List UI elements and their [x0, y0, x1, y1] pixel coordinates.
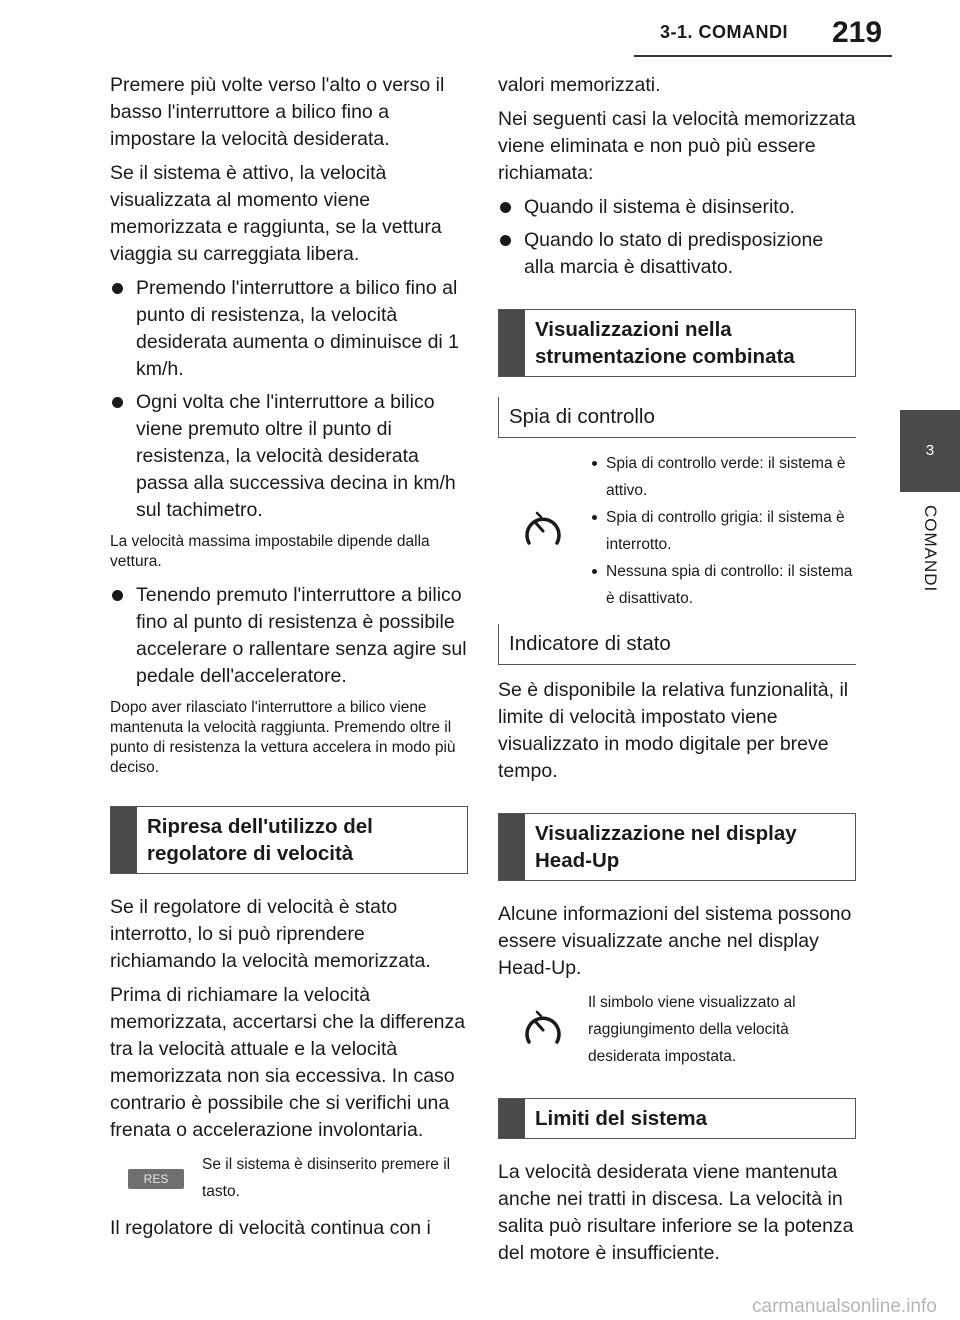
chapter-label: COMANDI — [921, 505, 940, 593]
list-item: Quando lo stato di predisposizione alla marcia è disattivato. — [498, 227, 856, 281]
paragraph: Alcune informazioni del sistema possono essere visualizzate anche nel display Head-Up. — [498, 903, 852, 979]
section-heading — [498, 813, 856, 881]
bullet-dot-icon — [592, 461, 597, 466]
list-item: Quando il sistema è disinserito. — [498, 194, 856, 221]
icon-description — [498, 989, 856, 1070]
watermark[interactable]: carmanualsonline.info — [752, 1296, 937, 1317]
bullet-dot-icon — [500, 235, 511, 246]
right-column — [498, 72, 856, 1274]
heading-bar — [499, 814, 525, 880]
heading-text: Ripresa dell'utilizzo del regolatore di velocità — [147, 815, 373, 865]
section-heading — [498, 309, 856, 377]
bullet-dot-icon — [112, 283, 123, 294]
page-header — [0, 0, 960, 60]
section-heading — [498, 1098, 856, 1139]
note: La velocità massima impostabile dipende dalla vettura. — [110, 533, 430, 570]
bullet-dot-icon — [112, 590, 123, 601]
indicator-list — [588, 450, 856, 612]
bullet-dot-icon — [112, 397, 123, 408]
page-number: 219 — [832, 16, 883, 49]
paragraph: Se il regolatore di velocità è stato interrotto, lo si può riprendere richiamando la velocità memorizzata. — [110, 896, 431, 972]
paragraph: Il regolatore di velocità continua con i — [110, 1217, 431, 1239]
bullet-list — [110, 582, 468, 690]
speedometer-icon — [521, 509, 565, 553]
subheading: Indicatore di stato — [498, 624, 856, 665]
paragraph: Nei seguenti casi la velocità memorizzata viene eliminata e non può più essere richiamata: — [498, 108, 856, 184]
res-instruction — [110, 1151, 468, 1205]
bullet-dot-icon — [500, 202, 511, 213]
list-item: Premendo l'interruttore a bilico fino al punto di resistenza, la velocità desiderata aumenta o diminuisce di 1 km/h. — [110, 275, 468, 383]
paragraph: Prima di richiamare la velocità memorizzata, accertarsi che la differenza tra la velocità attuale e la velocità memorizzata non sia eccessiva. In caso contrario è possibile che si verifichi una frenata o accelerazione involontaria. — [110, 984, 466, 1141]
heading-bar — [499, 1099, 525, 1138]
bullet-list — [110, 275, 468, 524]
list-item: Spia di controllo verde: il sistema è attivo. — [588, 450, 856, 504]
note: Dopo aver rilasciato l'interruttore a bilico viene mantenuta la velocità raggiunta. Premendo oltre il punto di resistenza la vettura accelera in modo più deciso. — [110, 699, 456, 776]
heading-text: Visualizzazioni nella strumentazione combinata — [535, 318, 795, 368]
res-button-icon: RES — [128, 1169, 184, 1189]
heading-text: Limiti del sistema — [535, 1107, 708, 1130]
list-item: Tenendo premuto l'interruttore a bilico fino al punto di resistenza è possibile accelerare o rallentare senza agire sul pedale dell'acceleratore. — [110, 582, 468, 690]
header-rule — [634, 55, 892, 57]
bullet-dot-icon — [592, 515, 597, 520]
paragraph: Se è disponibile la relativa funzionalità, il limite di velocità impostato viene visualizzato in modo digitale per breve tempo. — [498, 679, 849, 782]
left-column — [110, 72, 468, 1249]
heading-bar — [111, 807, 137, 873]
res-text: Se il sistema è disinserito premere il tasto. — [202, 1156, 451, 1200]
paragraph: Se il sistema è attivo, la velocità visualizzata al momento viene memorizzata e raggiunta, se la vettura viaggia su carreggiata libera. — [110, 162, 442, 265]
list-item: Nessuna spia di controllo: il sistema è disattivato. — [588, 558, 856, 612]
list-item: Spia di controllo grigia: il sistema è interrotto. — [588, 504, 856, 558]
paragraph: La velocità desiderata viene mantenuta anche nei tratti in discesa. La velocità in salita può risultare inferiore se la potenza del motore è insufficiente. — [498, 1161, 854, 1264]
icon-description — [498, 450, 856, 612]
bullet-dot-icon — [592, 569, 597, 574]
section-heading — [110, 806, 468, 874]
list-item: Ogni volta che l'interruttore a bilico viene premuto oltre il punto di resistenza, la velocità desiderata passa alla successiva decina in km/h sul tachimetro. — [110, 389, 468, 524]
bullet-list — [498, 194, 856, 281]
icon-text: Il simbolo viene visualizzato al raggiungimento della velocità desiderata impostata. — [588, 994, 796, 1065]
section-title: 3-1. COMANDI — [660, 22, 789, 42]
paragraph: Premere più volte verso l'alto o verso il basso l'interruttore a bilico fino a impostare la velocità desiderata. — [110, 74, 445, 150]
paragraph: valori memorizzati. — [498, 74, 661, 96]
heading-text: Visualizzazione nel display Head-Up — [535, 822, 797, 872]
chapter-tab: 3 — [900, 410, 960, 492]
speedometer-icon — [521, 1008, 565, 1052]
heading-bar — [499, 310, 525, 376]
subheading: Spia di controllo — [498, 397, 856, 438]
